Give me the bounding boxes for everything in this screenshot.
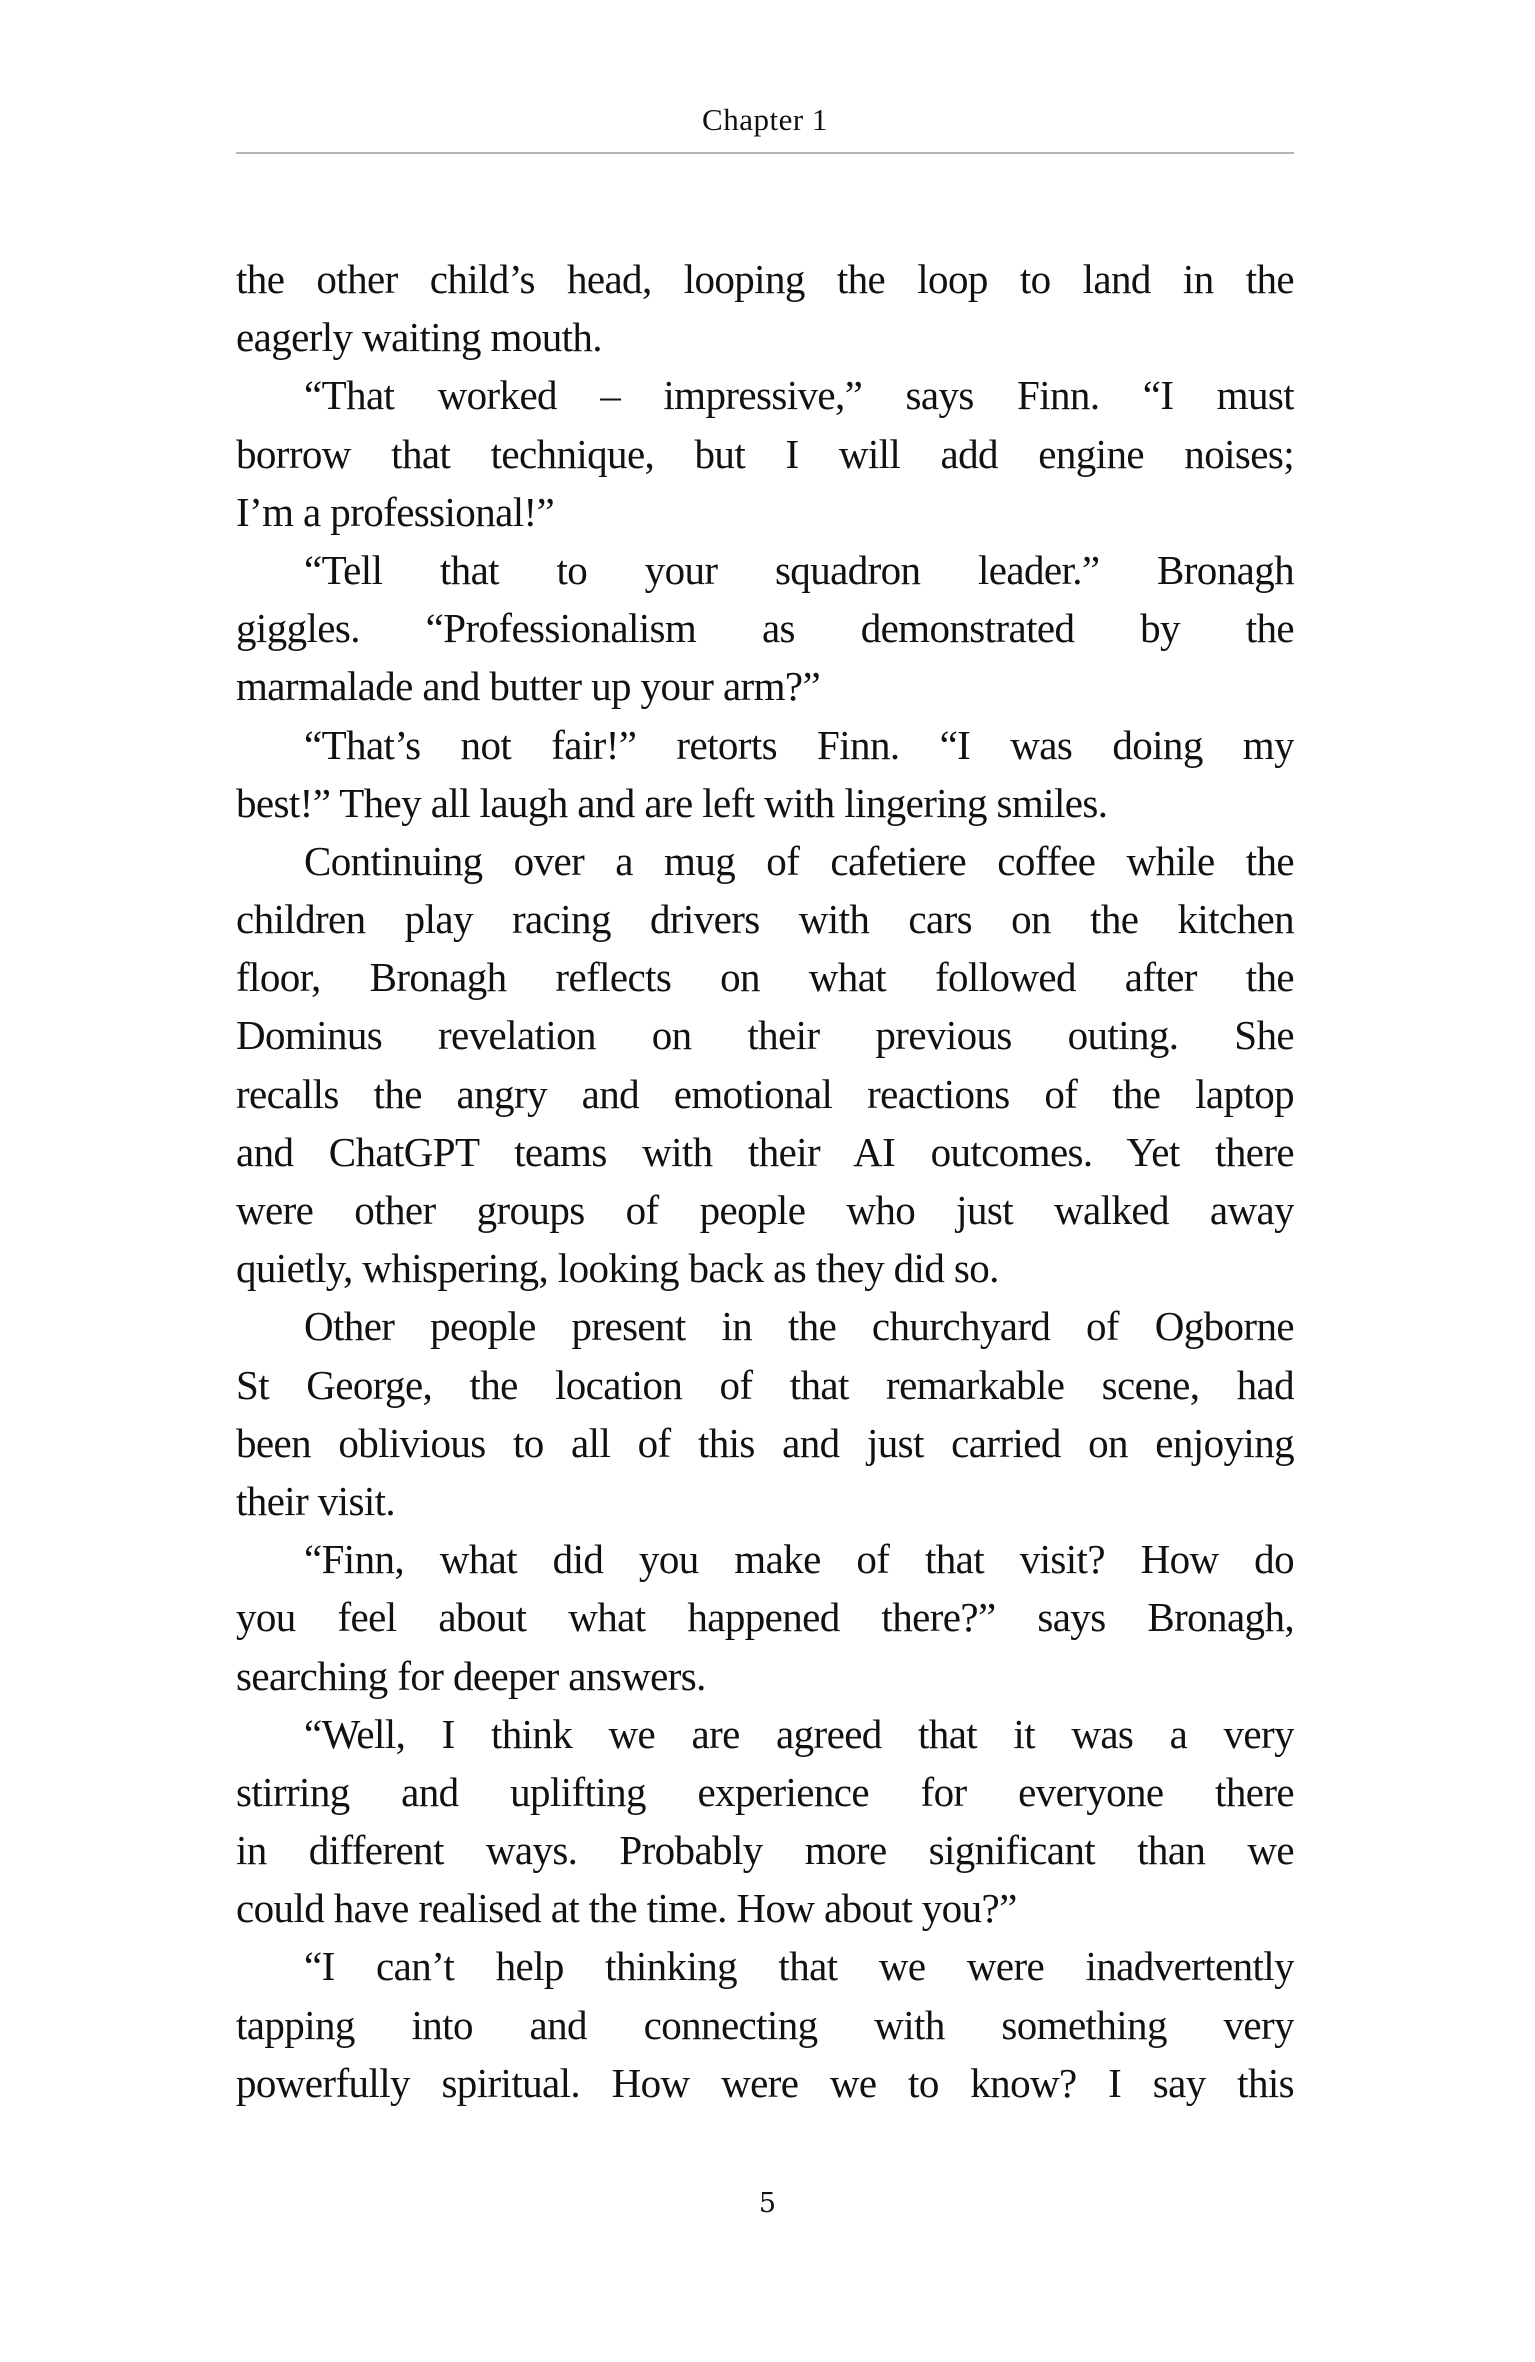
text-line: borrow that technique, but I will add engine noises; (236, 430, 1294, 477)
text-line: the other child’s head, looping the loop to land in the (236, 256, 1294, 302)
text-line: been oblivious to all of this and just carried on enjoying (236, 1419, 1294, 1466)
paragraph (236, 366, 1294, 541)
text-line: powerfully spiritual. How were we to know? I say this (236, 2059, 1294, 2106)
header-rule (236, 152, 1294, 154)
text-line: and ChatGPT teams with their AI outcomes. Yet there (236, 1128, 1294, 1175)
paragraph (236, 1530, 1294, 1705)
text-line: searching for deeper answers. (236, 1652, 706, 1699)
running-head: Chapter 1 (702, 102, 828, 137)
paragraph (236, 832, 1294, 1298)
text-line: Dominus revelation on their previous outing. She (236, 1012, 1294, 1059)
page-number: 5 (758, 2188, 777, 2219)
text-line: could have realised at the time. How about you?” (236, 1885, 1017, 1932)
paragraph (236, 716, 1294, 832)
text-line: “I can’t help thinking that we were inadvertently (304, 1943, 1294, 1990)
text-line: “Well, I think we are agreed that it was a very (304, 1710, 1294, 1757)
text-line: “Finn, what did you make of that visit? How do (304, 1536, 1294, 1583)
text-line: their visit. (236, 1477, 396, 1524)
body-text (236, 250, 1294, 2112)
text-line: in different ways. Probably more significant than we (236, 1827, 1294, 1874)
text-line: best!” They all laugh and are left with lingering smiles. (236, 779, 1108, 826)
text-line: “Tell that to your squadron leader.” Bronagh (304, 546, 1294, 593)
text-line: children play racing drivers with cars on the kitchen (236, 896, 1294, 943)
text-line: giggles. “Professionalism as demonstrated by the (236, 605, 1294, 652)
paragraph (236, 250, 1294, 366)
text-line: tapping into and connecting with something very (236, 2001, 1294, 2048)
text-line: St George, the location of that remarkable scene, had (236, 1361, 1294, 1408)
text-line: Continuing over a mug of cafetiere coffee while the (304, 837, 1294, 884)
text-line: “That worked – impressive,” says Finn. “I must (304, 372, 1294, 419)
text-line: you feel about what happened there?” says Bronagh, (236, 1594, 1294, 1641)
text-line: recalls the angry and emotional reactions of the laptop (236, 1070, 1294, 1117)
text-line: eagerly waiting mouth. (236, 314, 602, 361)
paragraph (236, 541, 1294, 716)
text-line: stirring and uplifting experience for everyone there (236, 1768, 1294, 1815)
text-line: quietly, whispering, looking back as they did so. (236, 1245, 999, 1292)
text-line: marmalade and butter up your arm?” (236, 663, 821, 710)
text-line: floor, Bronagh reflects on what followed after the (236, 954, 1294, 1001)
text-line: I’m a professional!” (236, 488, 555, 535)
text-line: were other groups of people who just walked away (236, 1187, 1294, 1233)
paragraph (236, 1705, 1294, 1938)
paragraph (236, 1937, 1294, 2112)
text-line: Other people present in the churchyard of Ogborne (304, 1303, 1294, 1350)
paragraph (236, 1297, 1294, 1530)
text-line: “That’s not fair!” retorts Finn. “I was doing my (304, 721, 1294, 768)
